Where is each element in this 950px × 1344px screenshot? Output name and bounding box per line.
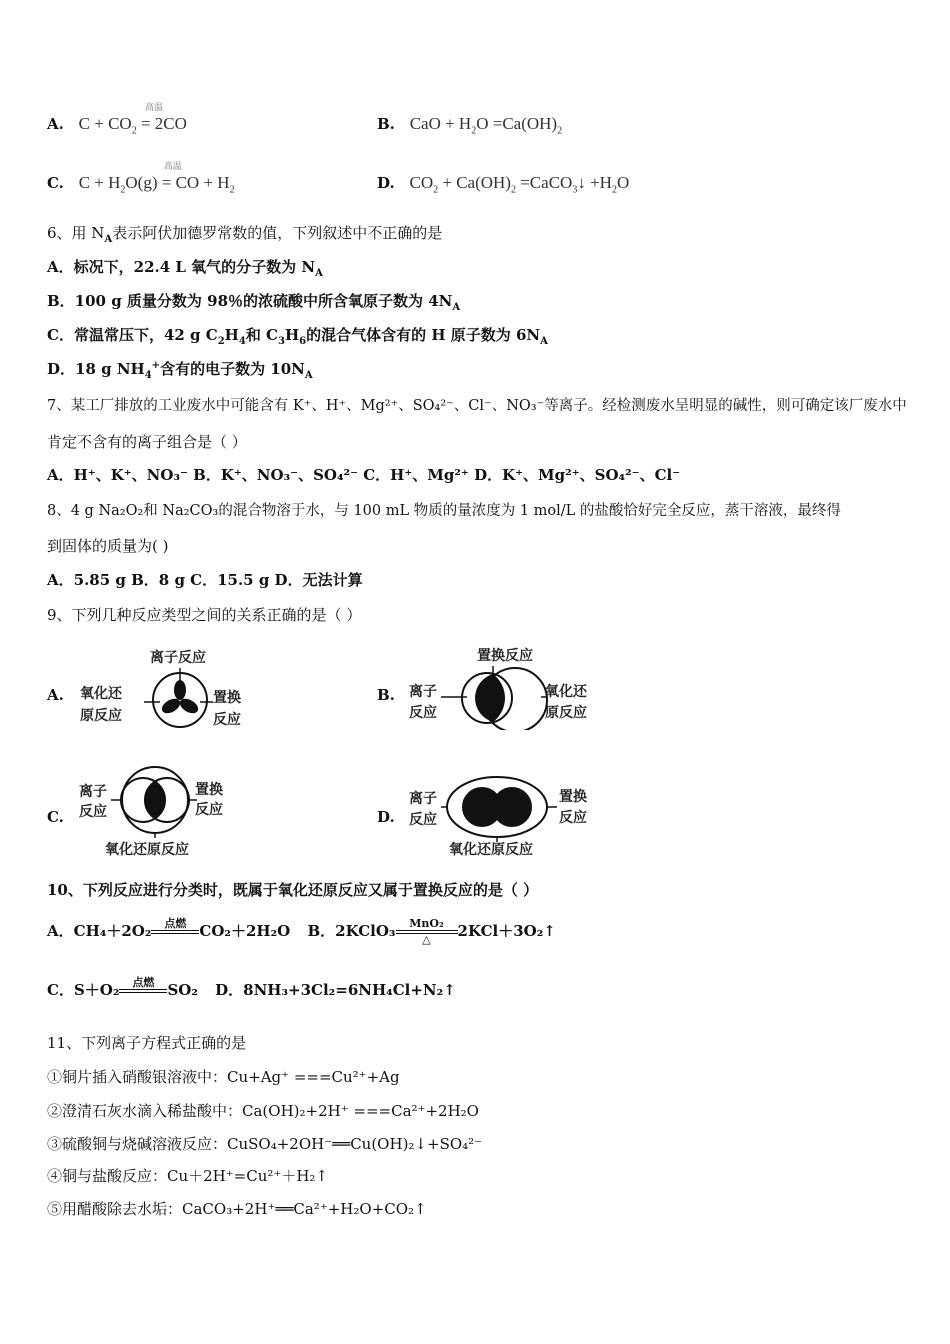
q9-diagram-b (405, 640, 605, 730)
q6-stem-rest: 表示阿伏加德罗常数的值，下列叙述中不正确的是 (112, 224, 443, 242)
q9-c-bottom: 氧化还原反应 (105, 842, 189, 858)
q6-d-s2: A (304, 370, 313, 381)
q9-c-label: C. (47, 808, 64, 826)
q5-b-sub1: 2 (471, 125, 477, 137)
q6-c-s3: 3 (277, 336, 285, 347)
q6-option-a (47, 256, 323, 279)
q10-d: D．8NH₃+3Cl₂=6NH₄Cl+N₂↑ (215, 981, 456, 999)
q9-d-right1: 置换 (559, 789, 587, 805)
q9-a-right2: 反应 (213, 712, 241, 728)
q5-option-c (47, 161, 235, 196)
q7-stem-line1: 7、某工厂排放的工业废水中可能含有 K⁺、H⁺、Mg²⁺、SO₄²⁻、Cl⁻、NO₃⁻等离子。经检测废水呈明显的碱性，则可确定该厂废水中 (47, 398, 907, 414)
q5-d-label: D. (377, 174, 395, 192)
q10-a-left: CH₄＋2O₂ (73, 922, 152, 940)
q6-c-t5: 的混合气体含有的 H 原子数为 6N (306, 326, 541, 344)
q10-a-right: CO₂＋2H₂O (199, 922, 291, 940)
q9-diagram-c (75, 760, 245, 860)
q6-option-b (47, 290, 460, 313)
q5-c-label: C. (47, 174, 64, 192)
q8-stem-line1: 8、4 g Na₂O₂和 Na₂CO₃的混合物溶于水，与 100 mL 物质的量浓度为 1 mol/L 的盐酸恰好完全反应，蒸干溶液，最终得 (47, 503, 841, 519)
q9-b-top-label: 置换反应 (477, 648, 533, 664)
q5-d-eq-part5: O (616, 173, 630, 192)
q11-item-1: ①铜片插入硝酸银溶液中：Cu+Ag⁺ ===Cu²⁺+Ag (47, 1068, 400, 1086)
q5-c-eq-part1: C + H (78, 173, 121, 192)
q6-d-s1: 4 (144, 370, 152, 381)
q5-d-eq-part3: =CaCO (515, 173, 573, 192)
q6-b-sub: A (452, 302, 461, 313)
q6-stem (47, 222, 442, 245)
q5-b-eq-part1: CaO + H (409, 114, 472, 133)
q9-b-right1: 氧化还 (545, 684, 587, 700)
q5-b-label: B. (377, 115, 395, 133)
q11-item-2: ②澄清石灰水滴入稀盐酸中：Ca(OH)₂+2H⁺ ===Ca²⁺+2H₂O (47, 1102, 479, 1120)
q5-option-d (377, 173, 629, 195)
q9-c-right2: 反应 (195, 802, 223, 818)
q9-stem: 9、下列几种反应类型之间的关系正确的是（ ） (47, 606, 362, 624)
q6-c-t2: H (224, 326, 239, 344)
q10-stem: 10、下列反应进行分类时，既属于氧化还原反应又属于置换反应的是（ ） (47, 881, 539, 899)
q6-d-sup1: + (151, 360, 161, 371)
q5-d-sub4: 2 (611, 184, 617, 196)
q6-stem-part1: 6、用 N (47, 224, 105, 242)
q10-options-ab (47, 918, 556, 946)
q5-d-sub1: 2 (433, 184, 439, 196)
q5-d-eq-part1: CO (409, 173, 434, 192)
q5-option-a (47, 102, 187, 137)
q6-c-t1: C．常温常压下，42 g C (47, 326, 218, 344)
q10-a-cond: 点燃 (164, 917, 187, 930)
q5-a-label: A. (47, 115, 64, 133)
q9-a-label: A. (47, 686, 64, 704)
q9-a-left2: 原反应 (80, 708, 122, 724)
q11-stem: 11、下列离子方程式正确的是 (47, 1034, 247, 1052)
q9-c-right1: 置换 (195, 782, 223, 798)
q9-a-top-label: 离子反应 (150, 650, 206, 666)
q6-d-t2: 含有的电子数为 10N (160, 360, 305, 378)
q10-a-label: A． (47, 922, 74, 940)
q5-a-eq-left: C + CO (78, 114, 132, 133)
q11-item-5: ⑤用醋酸除去水垢：CaCO₃+2H⁺══Ca²⁺+H₂O+CO₂↑ (47, 1200, 427, 1218)
q6-stem-sub: A (104, 234, 113, 245)
q9-d-left1: 离子 (409, 791, 437, 807)
q9-d-right2: 反应 (559, 810, 587, 826)
q5-c-eq-part3: = CO + H (161, 173, 230, 192)
q9-d-left2: 反应 (409, 812, 437, 828)
q6-d-t1: D．18 g NH (47, 360, 145, 378)
q5-option-b (377, 114, 562, 136)
q10-b-right: 2KCl＋3O₂↑ (457, 922, 556, 940)
q9-d-label: D. (377, 808, 395, 826)
q6-a-sub: A (315, 268, 323, 279)
q10-b-cond-bot: △ (422, 933, 431, 946)
q10-c-cond: 点燃 (132, 976, 155, 989)
q5-a-cond: 高温 (144, 102, 163, 112)
q5-d-sub2: 2 (510, 184, 516, 196)
q6-c-t3: 和 C (245, 326, 278, 344)
q6-option-d (47, 358, 313, 381)
q5-c-sub1: 2 (120, 184, 126, 196)
q6-option-c (47, 324, 548, 347)
q9-a-right1: 置换 (213, 690, 241, 706)
q9-b-right2: 原反应 (545, 705, 587, 721)
q9-b-left1: 离子 (409, 684, 437, 700)
q11-item-4: ④铜与盐酸反应：Cu＋2H⁺=Cu²⁺＋H₂↑ (47, 1167, 328, 1185)
q9-b-label: B. (377, 686, 395, 704)
q5-a-eq-right: = 2CO (140, 114, 187, 133)
q10-b-label: B． (307, 922, 336, 940)
q5-c-cond: 高温 (163, 161, 182, 171)
q5-d-eq-part2: + Ca(OH) (438, 173, 511, 192)
q8-stem-line2: 到固体的质量为( ) (47, 537, 169, 555)
q5-c-eq-part2: O(g) (125, 173, 158, 192)
q9-diagram-d (405, 770, 605, 860)
q10-c-label: C． (47, 981, 74, 999)
q6-c-s2: 4 (238, 336, 246, 347)
q10-options-cd (47, 977, 456, 1005)
q9-a-left1: 氧化还 (80, 686, 122, 702)
q5-b-eq-part2: O =Ca(OH) (476, 114, 558, 133)
q6-c-s1: 2 (217, 336, 225, 347)
q9-diagram-a (70, 640, 260, 730)
q5-b-sub2: 2 (557, 125, 563, 137)
q7-options: A．H⁺、K⁺、NO₃⁻ B．K⁺、NO₃⁻、SO₄²⁻ C．H⁺、Mg²⁺ D．K⁺、Mg²⁺、SO₄²⁻、Cl⁻ (47, 466, 681, 484)
q7-stem-line2: 肯定不含有的离子组合是（ ） (47, 433, 247, 451)
q6-b-text: B．100 g 质量分数为 98％的浓硫酸中所含氧原子数为 4N (47, 292, 453, 310)
q8-options: A．5.85 g B．8 g C．15.5 g D．无法计算 (47, 571, 363, 589)
q5-d-eq-part4: ↓ +H (577, 173, 612, 192)
q9-c-left1: 离子 (79, 784, 107, 800)
q9-d-bottom: 氧化还原反应 (449, 842, 533, 858)
q9-c-left2: 反应 (79, 804, 107, 820)
q10-c-right: SO₂ (167, 981, 198, 999)
q10-c-left: S＋O₂ (73, 981, 120, 999)
q5-c-sub2: 2 (229, 184, 235, 196)
q10-b-cond-top: MnO₂ (409, 917, 444, 930)
q5-d-sub3: 3 (572, 184, 578, 196)
q6-c-s4: 6 (299, 336, 307, 347)
q6-c-s5: A (540, 336, 548, 347)
q6-a-text: A．标况下，22.4 L 氧气的分子数为 N (47, 258, 316, 276)
q11-item-3: ③硫酸铜与烧碱溶液反应：CuSO₄+2OH⁻══Cu(OH)₂↓+SO₄²⁻ (47, 1135, 483, 1153)
q10-b-left: 2KClO₃ (335, 922, 396, 940)
q6-c-t4: H (284, 326, 300, 344)
q5-a-sub: 2 (131, 125, 137, 137)
q9-b-left2: 反应 (409, 705, 437, 721)
